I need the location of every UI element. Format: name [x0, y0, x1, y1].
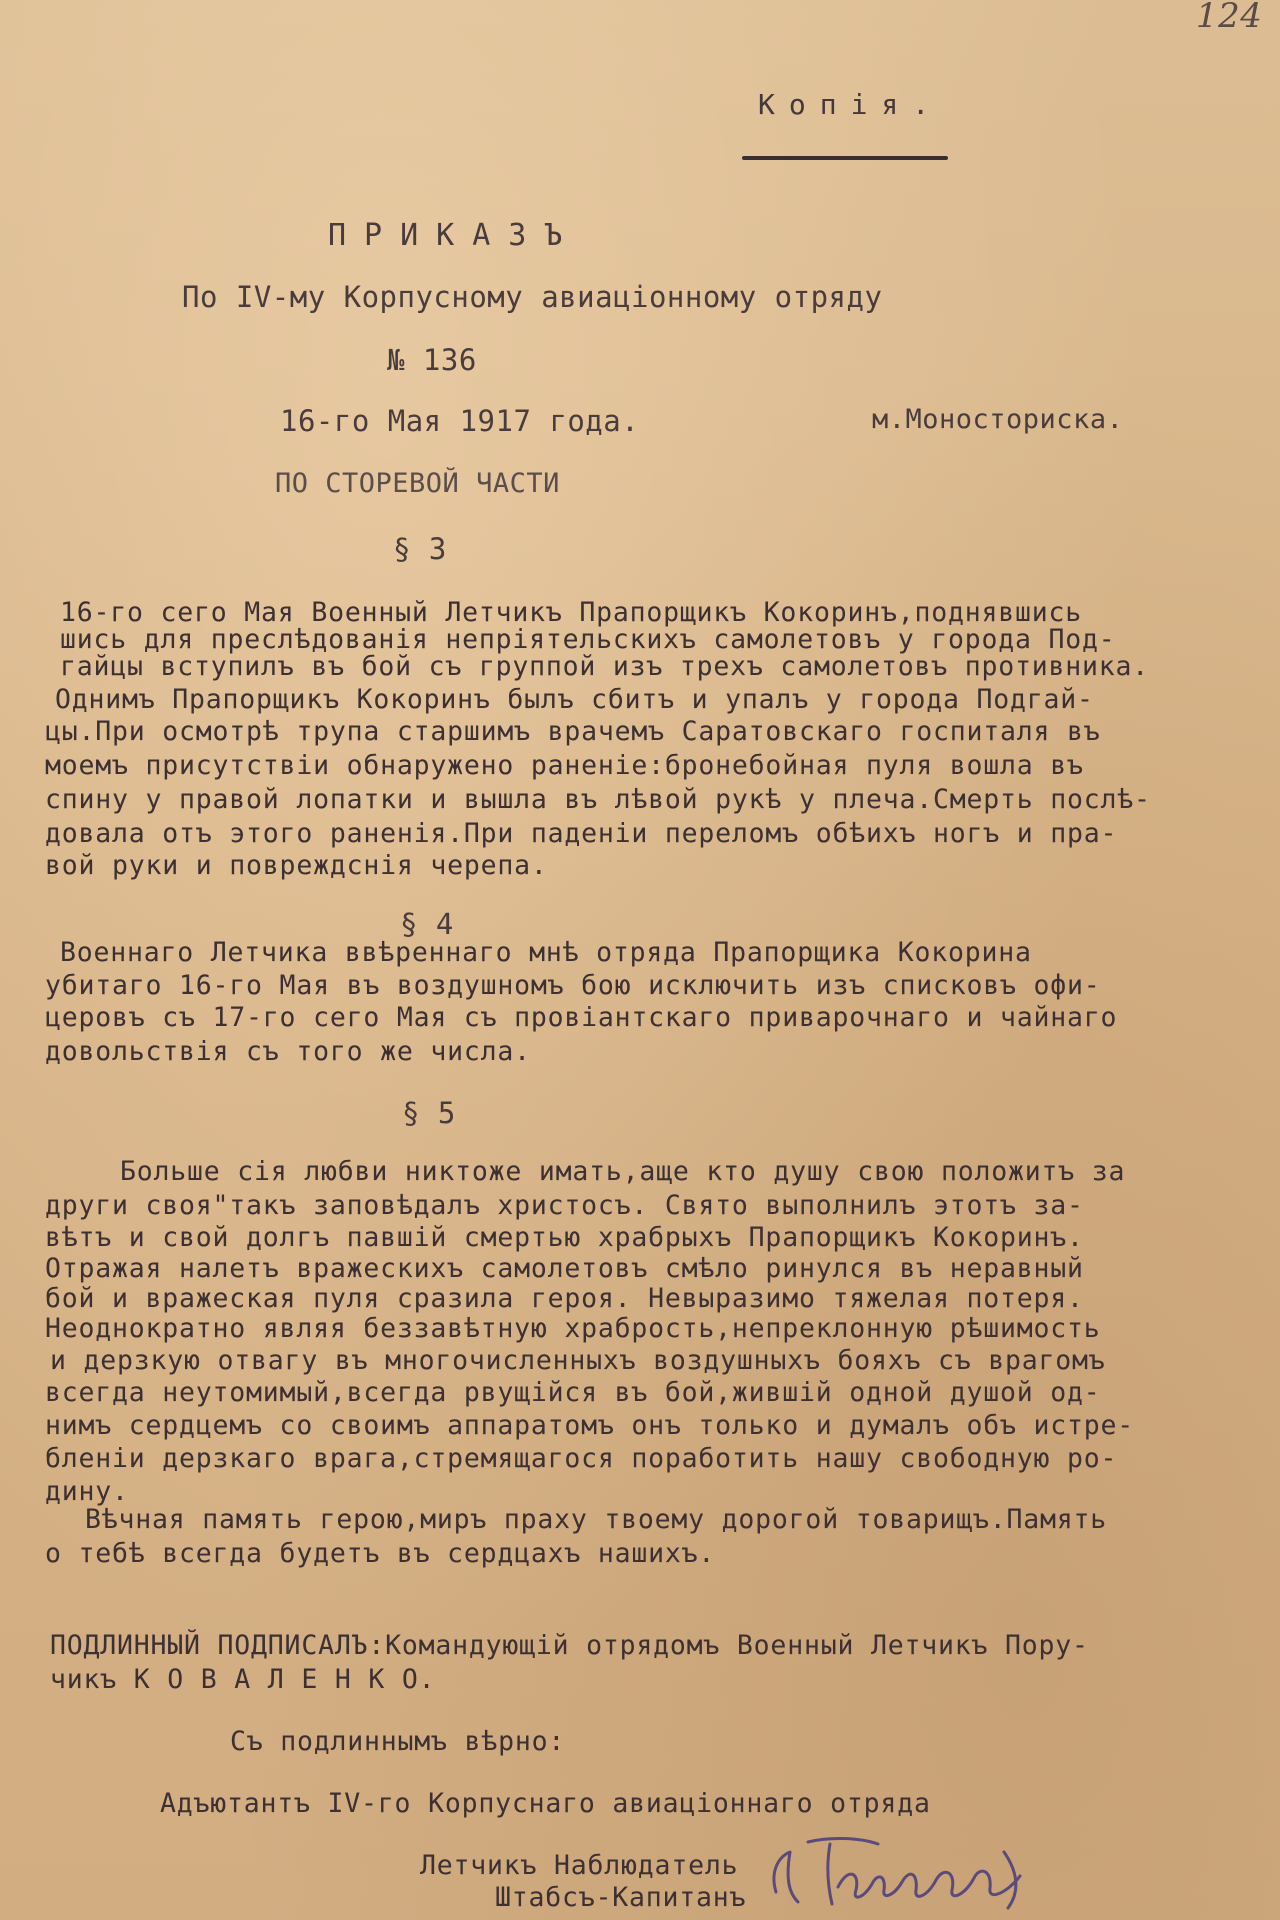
signature-stroke — [774, 1838, 1020, 1908]
archive-page-number: 124 — [1196, 0, 1263, 36]
unit-name: По IV-му Корпусному авиаціонному отряду — [182, 280, 883, 314]
paragraph-3-line: вой руки и повреждснія черепа. — [45, 850, 548, 881]
paragraph-5-line: Отражая налетъ вражескихъ самолетовъ смѣло ринулся въ неравный — [45, 1253, 1084, 1284]
commander-name: чикъ К О В А Л Е Н К О. — [50, 1664, 436, 1695]
adjutant-title: Адъютантъ IV-го Корпуснаго авиаціоннаго отряда — [160, 1788, 931, 1819]
paragraph-3-line: цы.При осмотрѣ трупа старшимъ врачемъ Саратовскаго госпиталя въ — [45, 716, 1101, 747]
section-heading: ПО СТОРЕВОЙ ЧАСТИ — [275, 468, 560, 499]
paragraph-5-line: Вѣчная память герою,миръ праху твоему дорогой товарищъ.Память — [85, 1504, 1108, 1535]
paragraph-3-line: гайцы вступилъ въ бой съ группой изъ трехъ самолетовъ противника. — [60, 651, 1150, 682]
paragraph-mark-4: § 4 — [400, 907, 454, 941]
paragraph-5-line: и дерзкую отвагу въ многочисленныхъ воздушныхъ бояхъ съ врагомъ — [50, 1345, 1106, 1376]
paragraph-5-line: нимъ сердцемъ со своимъ аппаратомъ онъ только и думалъ объ истре- — [45, 1410, 1135, 1441]
paragraph-5-line: бой и вражеская пуля сразила героя. Невыразимо тяжелая потеря. — [45, 1283, 1084, 1314]
paragraph-5-line: о тебѣ всегда будетъ въ сердцахъ нашихъ. — [45, 1538, 716, 1569]
paragraph-5-line: всегда неутомимый,всегда рвущійся въ бой,жившій одной душой од- — [45, 1377, 1101, 1408]
paragraph-3-line: моемъ присутствіи обнаружено раненіе:бронебойная пуля вошла въ — [45, 750, 1084, 781]
paragraph-5-line: бленіи дерзкаго врага,стремящагося поработить нашу свободную ро- — [45, 1443, 1118, 1474]
paragraph-4-line: довольствія съ того же числа. — [45, 1036, 531, 1067]
paragraph-3-line: Однимъ Прапорщикъ Кокоринъ былъ сбитъ и упалъ у города Подгай- — [55, 684, 1094, 715]
paragraph-3-line: 16-го сего Мая Военный Летчикъ Прапорщикъ Кокоринъ,поднявшись — [60, 597, 1083, 628]
order-number: № 136 — [387, 343, 477, 377]
rank-line: Летчикъ Наблюдатель — [420, 1850, 739, 1881]
paragraph-3-line: шись для преслѣдованія непріятельскихъ самолетовъ у города Под- — [60, 624, 1116, 655]
paragraph-5-line: Больше сія любви никтоже имать,аще кто душу свою положитъ за — [120, 1156, 1126, 1187]
paragraph-4-line: убитаго 16-го Мая въ воздушномъ бою исключить изъ списковъ офи- — [45, 970, 1101, 1001]
paragraph-3-line: довала отъ этого раненія.При паденіи переломъ обѣихъ ногъ и пра- — [45, 818, 1118, 849]
paragraph-4-line: Военнаго Летчика ввѣреннаго мнѣ отряда Прапорщика Кокорина — [60, 937, 1032, 968]
handwritten-signature — [768, 1832, 1048, 1912]
paragraph-5-line: дину. — [45, 1476, 129, 1507]
paragraph-mark-5: § 5 — [402, 1096, 456, 1130]
paragraph-mark-3: § 3 — [393, 532, 447, 566]
paragraph-5-line: вѣтъ и свой долгъ павшій смертью храбрыхъ Прапорщикъ Кокоринъ. — [45, 1222, 1084, 1253]
paragraph-5-line: други своя"такъ заповѣдалъ христосъ. Свято выполнилъ этотъ за- — [45, 1190, 1084, 1221]
rank-line: Штабсъ-Капитанъ — [495, 1882, 747, 1913]
copy-mark: Копія. — [758, 88, 944, 121]
paragraph-5-line: Неоднократно являя беззавѣтную храбрость,непреклонную рѣшимость — [45, 1313, 1101, 1344]
certified-true-copy: Съ подлиннымъ вѣрно: — [230, 1726, 566, 1757]
paragraph-3-line: спину у правой лопатки и вышла въ лѣвой рукѣ у плеча.Смерть послѣ- — [45, 784, 1151, 815]
copy-underline — [742, 156, 948, 160]
original-signed-line: ПОДЛИННЫЙ ПОДПИСАЛЪ:Командующій отрядомъ Военный Летчикъ Пору- — [50, 1630, 1089, 1661]
order-title: ПРИКАЗЪ — [328, 218, 581, 253]
order-date: 16-го Мая 1917 года. — [280, 404, 640, 438]
paragraph-4-line: церовъ съ 17-го сего Мая съ провіантскаго приварочнаго и чайнаго — [45, 1002, 1118, 1033]
order-place: м.Моностоpиска. — [872, 404, 1124, 435]
